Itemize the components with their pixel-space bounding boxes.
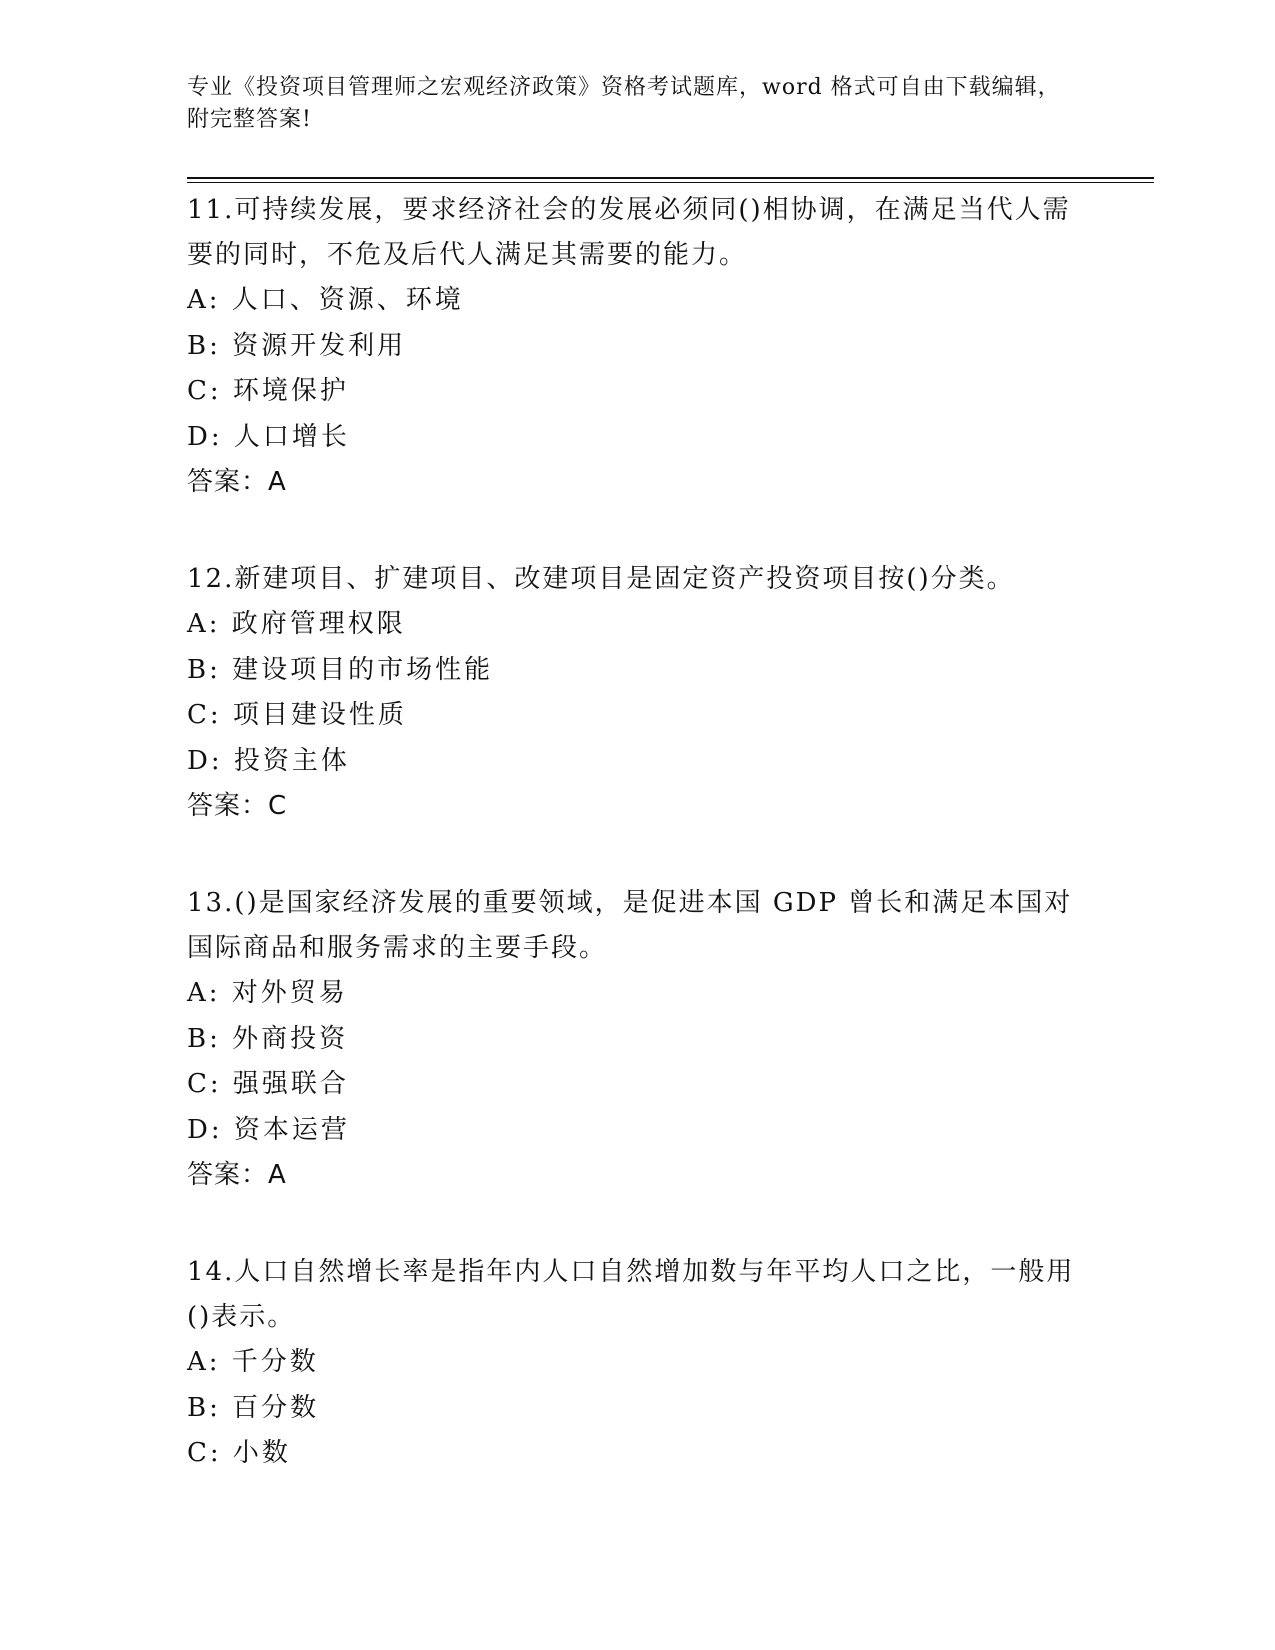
option-b: B: 外商投资 bbox=[187, 1023, 349, 1054]
option-a: A: 千分数 bbox=[187, 1347, 319, 1377]
question-item bbox=[187, 557, 1087, 829]
question-stem: 11.可持续发展，要求经济社会的发展必须同()相协调，在满足当代人需要的同时，不危及后代人满足其需要的能力。 bbox=[187, 195, 1071, 270]
option-c: C: 环境保护 bbox=[187, 376, 349, 406]
question-list bbox=[187, 188, 1087, 1529]
option-b: B: 建设项目的市场性能 bbox=[187, 654, 494, 685]
answer-line: 答案：A bbox=[187, 1160, 287, 1190]
header-divider-thin bbox=[187, 182, 1154, 183]
question-item bbox=[187, 188, 1087, 505]
option-c: C: 强强联合 bbox=[187, 1069, 349, 1099]
option-c: C: 小数 bbox=[187, 1438, 291, 1468]
question-stem: 14.人口自然增长率是指年内人口自然增加数与年平均人口之比，一般用()表示。 bbox=[187, 1257, 1075, 1332]
document-intro: 专业《投资项目管理师之宏观经济政策》资格考试题库，word 格式可自由下载编辑，附完整答案! bbox=[187, 75, 1061, 132]
question-item bbox=[187, 881, 1087, 1198]
option-a: A: 政府管理权限 bbox=[187, 609, 406, 639]
option-d: D: 人口增长 bbox=[187, 421, 350, 452]
option-d: D: 投资主体 bbox=[187, 745, 350, 776]
option-a: A: 对外贸易 bbox=[187, 978, 348, 1008]
option-b: B: 资源开发利用 bbox=[187, 330, 407, 361]
question-stem: 13.()是国家经济发展的重要领域，是促进本国 GDP 曾长和满足本国对国际商品和服务需求的主要手段。 bbox=[187, 888, 1073, 963]
option-c: C: 项目建设性质 bbox=[187, 700, 407, 730]
answer-line: 答案：A bbox=[187, 467, 287, 497]
header-divider-thick bbox=[187, 177, 1154, 179]
option-d: D: 资本运营 bbox=[187, 1114, 350, 1145]
option-a: A: 人口、资源、环境 bbox=[187, 285, 464, 315]
answer-line: 答案：C bbox=[187, 791, 288, 821]
option-b: B: 百分数 bbox=[187, 1392, 320, 1423]
question-item bbox=[187, 1250, 1087, 1477]
question-stem: 12.新建项目、扩建项目、改建项目是固定资产投资项目按()分类。 bbox=[187, 564, 1015, 594]
